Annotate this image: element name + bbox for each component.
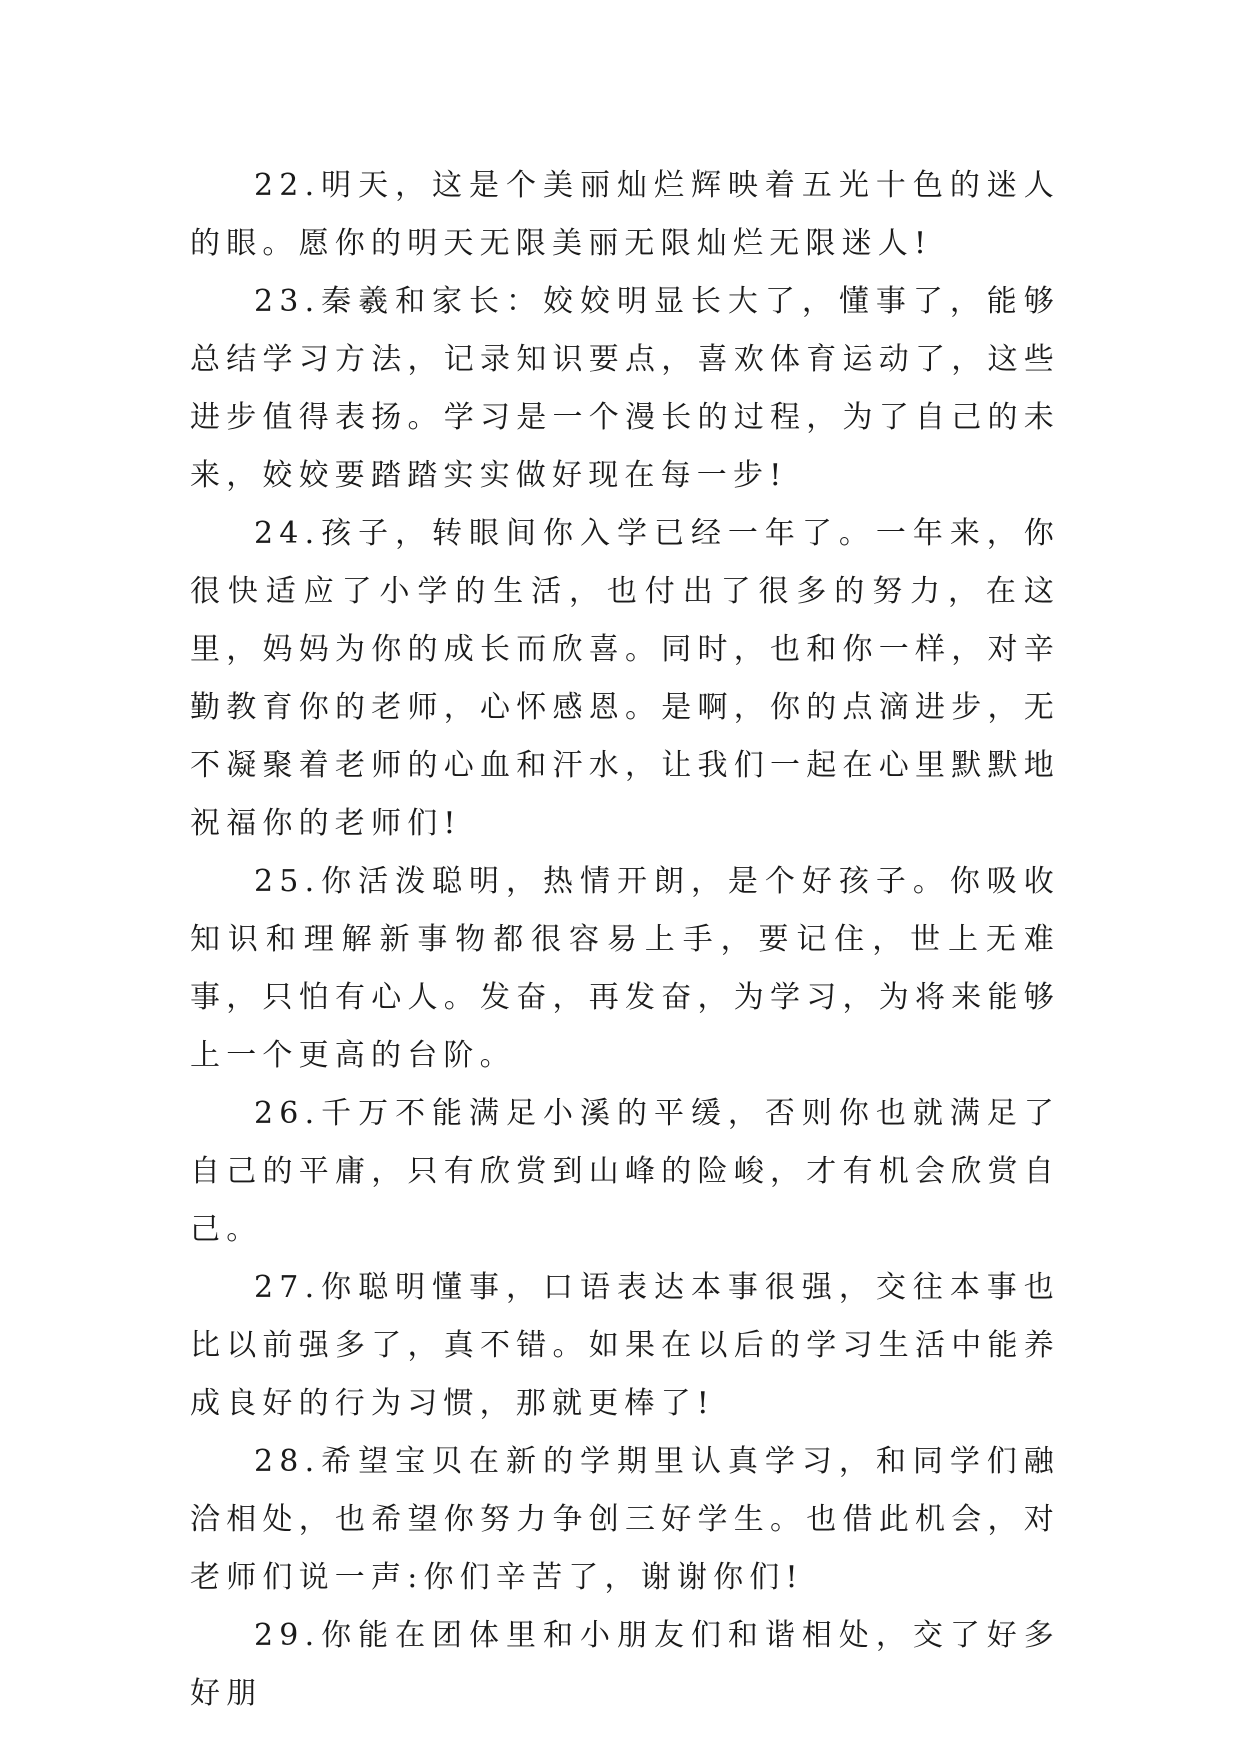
paragraph-29: 29.你能在团体里和小朋友们和谐相处，交了好多好朋 [190,1618,1060,1711]
paragraph-28: 28.希望宝贝在新的学期里认真学习，和同学们融洽相处，也希望你努力争创三好学生。也借此机会，对老师们说一声:你们辛苦了，谢谢你们! [190,1444,1060,1595]
document-body [190,157,1060,1723]
paragraph-27: 27.你聪明懂事，口语表达本事很强，交往本事也比以前强多了，真不错。如果在以后的学习生活中能养成良好的行为习惯，那就更棒了! [190,1270,1060,1421]
paragraph-23: 23.秦羲和家长：姣姣明显长大了，懂事了，能够总结学习方法，记录知识要点，喜欢体育运动了，这些进步值得表扬。学习是一个漫长的过程，为了自己的未来，姣姣要踏踏实实做好现在每一步! [190,284,1060,493]
paragraph-24: 24.孩子，转眼间你入学已经一年了。一年来，你很快适应了小学的生活，也付出了很多的努力，在这里，妈妈为你的成长而欣喜。同时，也和你一样，对辛勤教育你的老师，心怀感恩。是啊，你的点滴进步，无不凝聚着老师的心血和汗水，让我们一起在心里默默地祝福你的老师们! [190,516,1060,841]
paragraph-22: 22.明天，这是个美丽灿烂辉映着五光十色的迷人的眼。愿你的明天无限美丽无限灿烂无限迷人! [190,168,1060,261]
paragraph-26: 26.千万不能满足小溪的平缓，否则你也就满足了自己的平庸，只有欣赏到山峰的险峻，才有机会欣赏自己。 [190,1096,1060,1247]
paragraph-25: 25.你活泼聪明，热情开朗，是个好孩子。你吸收知识和理解新事物都很容易上手，要记住，世上无难事，只怕有心人。发奋，再发奋，为学习，为将来能够上一个更高的台阶。 [190,864,1060,1073]
